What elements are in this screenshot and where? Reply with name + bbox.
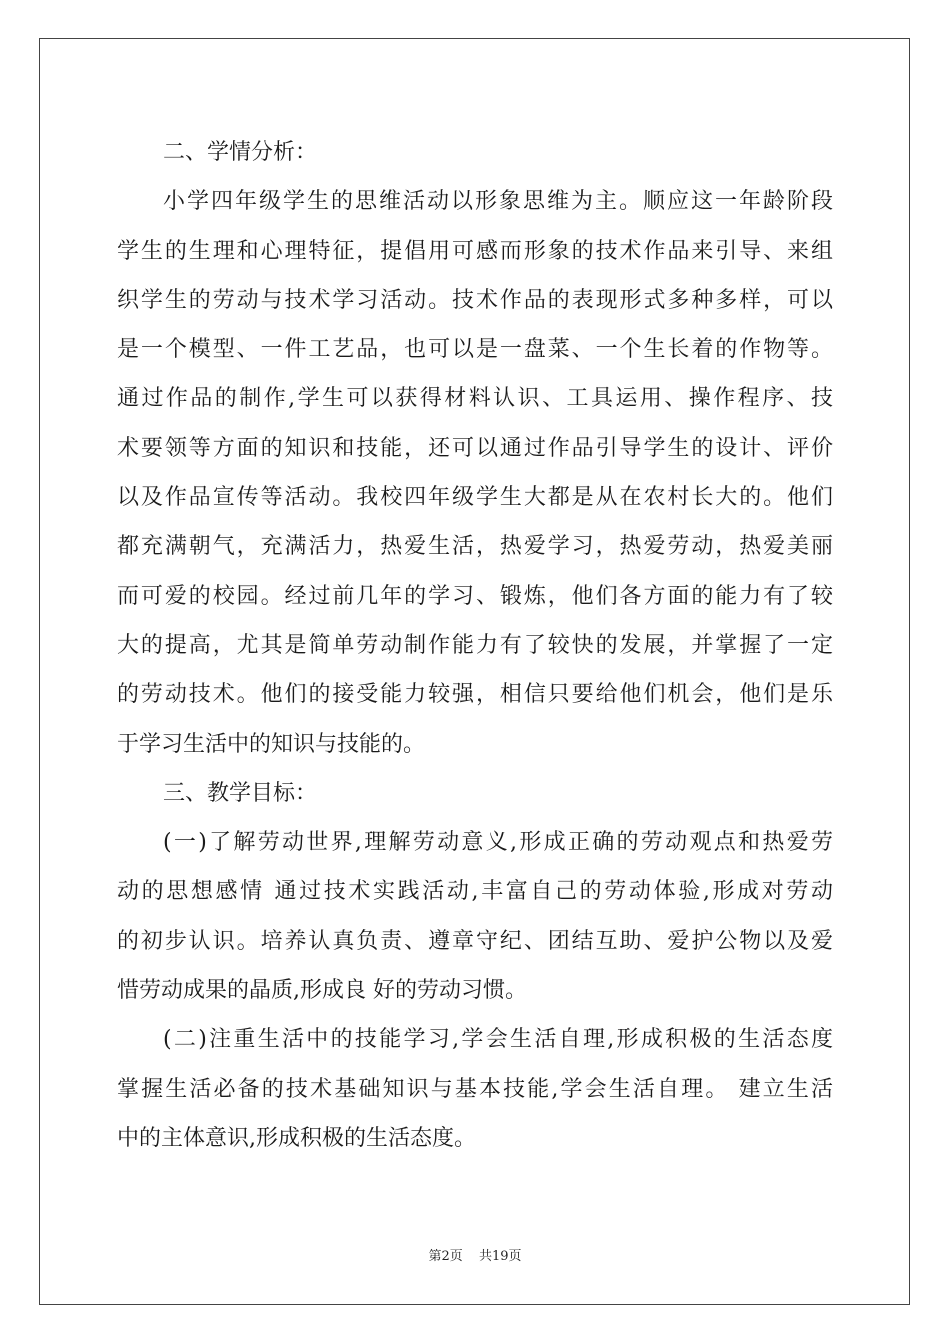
text-line: 的初步认识。培养认真负责、遵章守纪、团结互助、爱护公物以及爱 [117, 928, 833, 954]
text-line: 术要领等方面的知识和技能，还可以通过作品引导学生的设计、评价 [117, 435, 833, 461]
text-line: 是一个模型、一件工艺品，也可以是一盘菜、一个生长着的作物等。 [117, 337, 833, 363]
text-line: 于学习生活中的知识与技能的。 [117, 731, 426, 757]
text-line: 织学生的劳动与技术学习活动。技术作品的表现形式多种多样，可以 [117, 287, 833, 313]
text-line: 二、学情分析： [163, 140, 318, 165]
text-line: 学生的生理和心理特征，提倡用可感而形象的技术作品来引导、来组 [117, 238, 833, 264]
page-footer [0, 1245, 950, 1264]
text-line: 的劳动技术。他们的接受能力较强，相信只要给他们机会，他们是乐 [117, 682, 833, 708]
text-line: 三、教学目标： [163, 780, 318, 806]
page-total: 共19页 [478, 1249, 522, 1264]
text-line: 中的主体意识,形成积极的生活态度。 [117, 1125, 476, 1151]
text-line: 通过作品的制作,学生可以获得材料认识、工具运用、操作程序、技 [117, 386, 833, 412]
text-line: 都充满朝气，充满活力，热爱生活，热爱学习，热爱劳动，热爱美丽 [117, 534, 833, 560]
text-line: 小学四年级学生的思维活动以形象思维为主。顺应这一年龄阶段 [163, 189, 833, 215]
text-line: (二)注重生活中的技能学习,学会生活自理,形成积极的生活态度 [163, 1027, 833, 1053]
text-line: 以及作品宣传等活动。我校四年级学生大都是从在农村长大的。他们 [117, 485, 833, 511]
text-line: (一)了解劳动世界,理解劳动意义,形成正确的劳动观点和热爱劳 [163, 830, 833, 856]
text-line: 惜劳动成果的晶质,形成良 好的劳动习惯。 [117, 978, 527, 1004]
text-line: 掌握生活必备的技术基础知识与基本技能,学会生活自理。 建立生活 [117, 1076, 833, 1102]
page-number: 第2页 [428, 1249, 463, 1264]
text-line: 动的思想感情 通过技术实践活动,丰富自己的劳动体验,形成对劳动 [117, 879, 833, 905]
document-body [117, 128, 833, 1163]
text-line: 而可爱的校园。经过前几年的学习、锻炼，他们各方面的能力有了较 [117, 583, 833, 609]
text-line: 大的提高，尤其是简单劳动制作能力有了较快的发展，并掌握了一定 [117, 632, 833, 658]
